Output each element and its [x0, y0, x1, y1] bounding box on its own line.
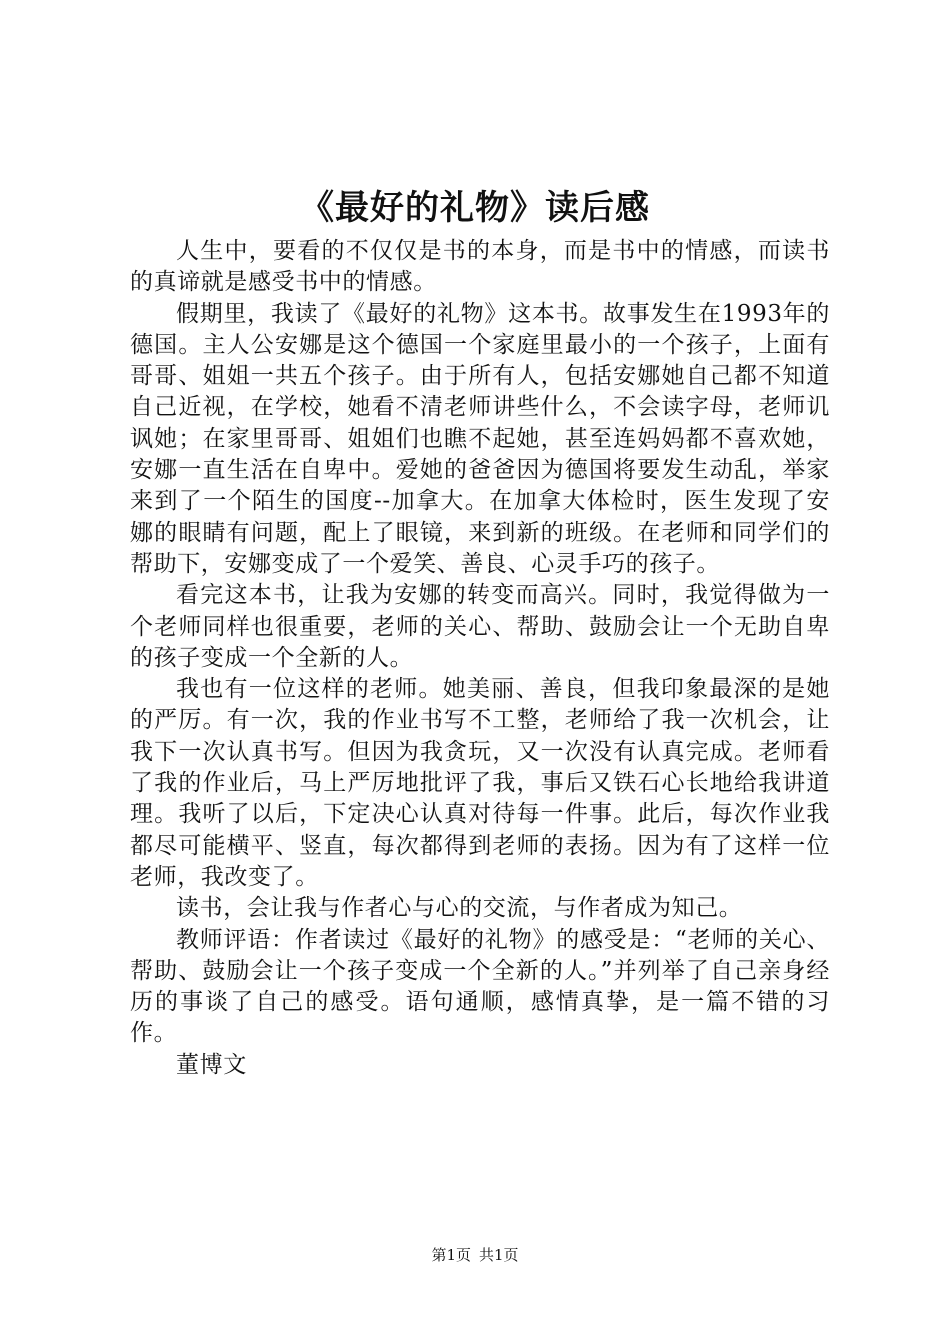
page-number: 第1页	[431, 1246, 471, 1264]
paragraph: 看完这本书，让我为安娜的转变而高兴。同时，我觉得做为一个老师同样也很重要，老师的关心、帮助、鼓励会让一个无助自卑的孩子变成一个全新的人。	[130, 582, 830, 671]
paragraph: 我也有一位这样的老师。她美丽、善良，但我印象最深的是她的严厉。有一次，我的作业书写不工整，老师给了我一次机会，让我下一次认真书写。但因为我贪玩，又一次没有认真完成。老师看了我的作业后，马上严厉地批评了我，事后又铁石心长地给我讲道理。我听了以后，下定决心认真对待每一件事。此后，每次作业我都尽可能横平、竖直，每次都得到老师的表扬。因为有了这样一位老师，我改变了。	[130, 676, 830, 890]
paragraph: 人生中，要看的不仅仅是书的本身，而是书中的情感，而读书的真谛就是感受书中的情感。	[130, 238, 830, 296]
page-footer	[0, 1245, 950, 1265]
paragraph: 读书，会让我与作者心与心的交流，与作者成为知己。	[176, 895, 743, 922]
document-body	[130, 236, 830, 1081]
teacher-comment: 教师评语：作者读过《最好的礼物》的感受是：“老师的关心、帮助、鼓励会让一个孩子变成一个全新的人。”并列举了自己亲身经历的事谈了自己的感受。语句通顺，感情真挚，是一篇不错的习作。	[130, 926, 830, 1047]
page-total: 共1页	[479, 1246, 519, 1264]
document-title: 《最好的礼物》读后感	[300, 188, 650, 228]
paragraph: 假期里，我读了《最好的礼物》这本书。故事发生在1993年的德国。主人公安娜是这个德国一个家庭里最小的一个孩子，上面有哥哥、姐姐一共五个孩子。由于所有人，包括安娜她自己都不知道自己近视，在学校，她看不清老师讲些什么，不会读字母，老师讥讽她；在家里哥哥、姐姐们也瞧不起她，甚至连妈妈都不喜欢她，安娜一直生活在自卑中。爱她的爸爸因为德国将要发生动乱，举家来到了一个陌生的国度--加拿大。在加拿大体检时，医生发现了安娜的眼睛有问题，配上了眼镜，来到新的班级。在老师和同学们的帮助下，安娜变成了一个爱笑、善良、心灵手巧的孩子。	[130, 300, 830, 577]
author-name: 董博文	[176, 1051, 247, 1078]
